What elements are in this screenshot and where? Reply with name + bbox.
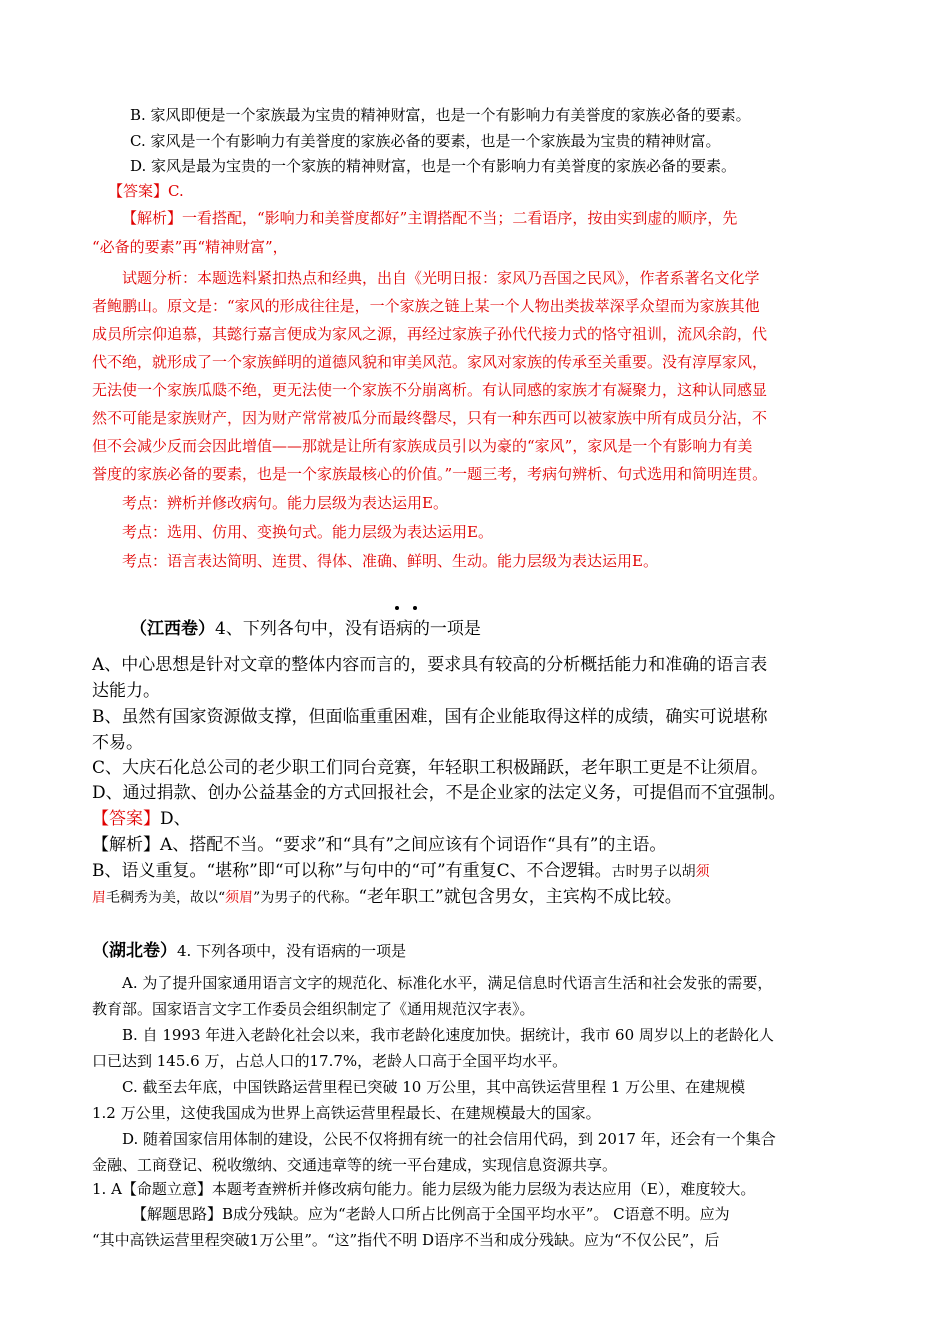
hubei-label: （湖北卷） [92,941,177,961]
jiangxi-option-c: C、大庆石化总公司的老少职工们同台竞赛，年轻职工积极踊跃，老年职工更是不让须眉。 [92,758,769,778]
option-c: C. 家风是一个有影响力有美誉度的家族必备的要素，也是一个家族最为宝贵的精神财富。 [130,132,721,150]
jiangxi-heading [130,614,481,639]
hubei-option-b-cont: 口已达到 145.6 万，占总人口的17.7%，老龄人口高于全国平均水平。 [92,1052,568,1070]
jiangxi-explanation-2 [92,856,710,881]
analysis-line: 誉度的家族必备的要素，也是一个家族最核心的价值。”一题三考，考病句辨析、句式选用和简明连贯。 [92,465,768,483]
jiangxi-option-a-cont: 达能力。 [92,681,160,701]
hubei-answer-line: 1. A【命题立意】本题考查辨析并修改病句能力。能力层级为能力层级为表达应用（E），难度较大。 [92,1180,756,1198]
exp3-small2: ”为男子的代称。 [253,890,359,906]
hubei-solution-line: “其中高铁运营里程突破1万公里”。“这”指代不明 D语序不当和成分残缺。应为“不仅公民”，后 [92,1231,720,1249]
jiangxi-option-d: D、通过捐款、创办公益基金的方式回报社会，不是企业家的法定义务，可提倡而不宜强制。 [92,783,786,803]
hubei-option-a-cont: 教育部。国家语言文字工作委员会组织制定了《通用规范汉字表》。 [92,1000,535,1018]
hubei-option-a: A. 为了提升国家通用语言文字的规范化、标准化水平，满足信息时代语言生活和社会发张的需要， [122,974,773,992]
exp2-red: 须 [695,864,710,880]
exp3-red1: 眉 [92,890,106,906]
exp3-small1: 毛稠秀为美，故以“ [106,890,226,906]
hubei-option-d: D. 随着国家信用体制的建设，公民不仅将拥有统一的社会信用代码，到 2017 年，还会有一个集合 [122,1130,776,1148]
jiangxi-option-b: B、虽然有国家资源做支撑，但面临重重困难，国有企业能取得这样的成绩，确实可说堪称 [92,707,768,727]
option-b: B. 家风即便是一个家族最为宝贵的精神财富，也是一个有影响力有美誉度的家族必备的要素。 [130,106,751,124]
hubei-option-c: C. 截至去年底，中国铁路运营里程已突破 10 万公里，其中高铁运营里程 1 万公里、在建规模 [122,1078,746,1096]
jiangxi-option-a: A、中心思想是针对文章的整体内容而言的，要求具有较高的分析概括能力和准确的语言表 [92,655,768,675]
kaodian-line: 考点：语言表达简明、连贯、得体、准确、鲜明、生动。能力层级为表达运用E。 [122,552,658,570]
hubei-solution-line: 【解题思路】B成分残缺。应为“老龄人口所占比例高于全国平均水平”。 C语意不明。应为 [132,1205,730,1223]
jiangxi-answer [92,804,191,829]
hubei-option-b: B. 自 1993 年进入老龄化社会以来，我市老龄化速度加快。据统计，我市 60 周岁以上的老龄化人 [122,1026,774,1044]
jiangxi-label: （江西卷） [130,619,215,639]
exp3-red2: 须眉 [225,890,254,906]
analysis-line: 无法使一个家族瓜瓞不绝，更无法使一个家族不分崩离析。有认同感的家族才有凝聚力，这种认同感显 [92,381,768,399]
answer-line: 【答案】C. [108,182,184,200]
answer-value: D、 [160,809,191,829]
hubei-heading [92,936,406,961]
exp2-text: B、语义重复。“堪称”即“可以称”与句中的“可”有重复C、不合逻辑。 [92,861,612,881]
analysis-line: 代不绝，就形成了一个家族鲜明的道德风貌和审美风范。家风对家族的传承至关重要。没有淳厚家风， [92,353,768,371]
analysis-line: 成员所宗仰追慕，其懿行嘉言便成为家风之源，再经过家族子孙代代接力式的恪守祖训，流风余韵，代 [92,325,768,343]
jiangxi-explanation-3 [92,882,682,907]
answer-label: 【答案】 [92,809,160,829]
exp3-tail: “老年职工”就包含男女，主宾构不成比较。 [358,887,682,907]
exp2-small: 古时男子以胡 [611,864,696,880]
emphasis-dot [395,606,399,610]
jiangxi-question: 4、下列各句中，没有语病的一项是 [215,619,481,639]
explanation-line: “必备的要素”再“精神财富”， [92,238,288,256]
emphasis-dot [413,606,417,610]
option-d: D. 家风是最为宝贵的一个家族的精神财富，也是一个有影响力有美誉度的家族必备的要素。 [130,157,737,175]
jiangxi-explanation-1: 【解析】A、搭配不当。“要求”和“具有”之间应该有个词语作“具有”的主语。 [92,835,667,855]
hubei-option-d-cont: 金融、工商登记、税收缴纳、交通违章等的统一平台建成，实现信息资源共享。 [92,1156,618,1174]
jiangxi-option-b-cont: 不易。 [92,733,143,753]
kaodian-line: 考点：辨析并修改病句。能力层级为表达运用E。 [122,494,448,512]
kaodian-line: 考点：选用、仿用、变换句式。能力层级为表达运用E。 [122,523,493,541]
analysis-line: 然不可能是家族财产，因为财产常常被瓜分而最终罄尽，只有一种东西可以被家族中所有成员分沾，不 [92,409,768,427]
analysis-line: 者鲍鹏山。原文是：“家风的形成往往是，一个家族之链上某一个人物出类拔萃深孚众望而为家族其他 [92,297,760,315]
analysis-line: 但不会减少反而会因此增值——那就是让所有家族成员引以为豪的“家风”，家风是一个有影响力有美 [92,437,753,455]
explanation-line: 【解析】一看搭配，“影响力和美誉度都好”主谓搭配不当；二看语序，按由实到虚的顺序，先 [122,209,738,227]
analysis-line: 试题分析：本题选料紧扣热点和经典，出自《光明日报：家风乃吾国之民风》，作者系著名文化学 [122,269,760,287]
hubei-option-c-cont: 1.2 万公里，这使我国成为世界上高铁运营里程最长、在建规模最大的国家。 [92,1104,601,1122]
hubei-question: 4. 下列各项中，没有语病的一项是 [177,942,407,960]
